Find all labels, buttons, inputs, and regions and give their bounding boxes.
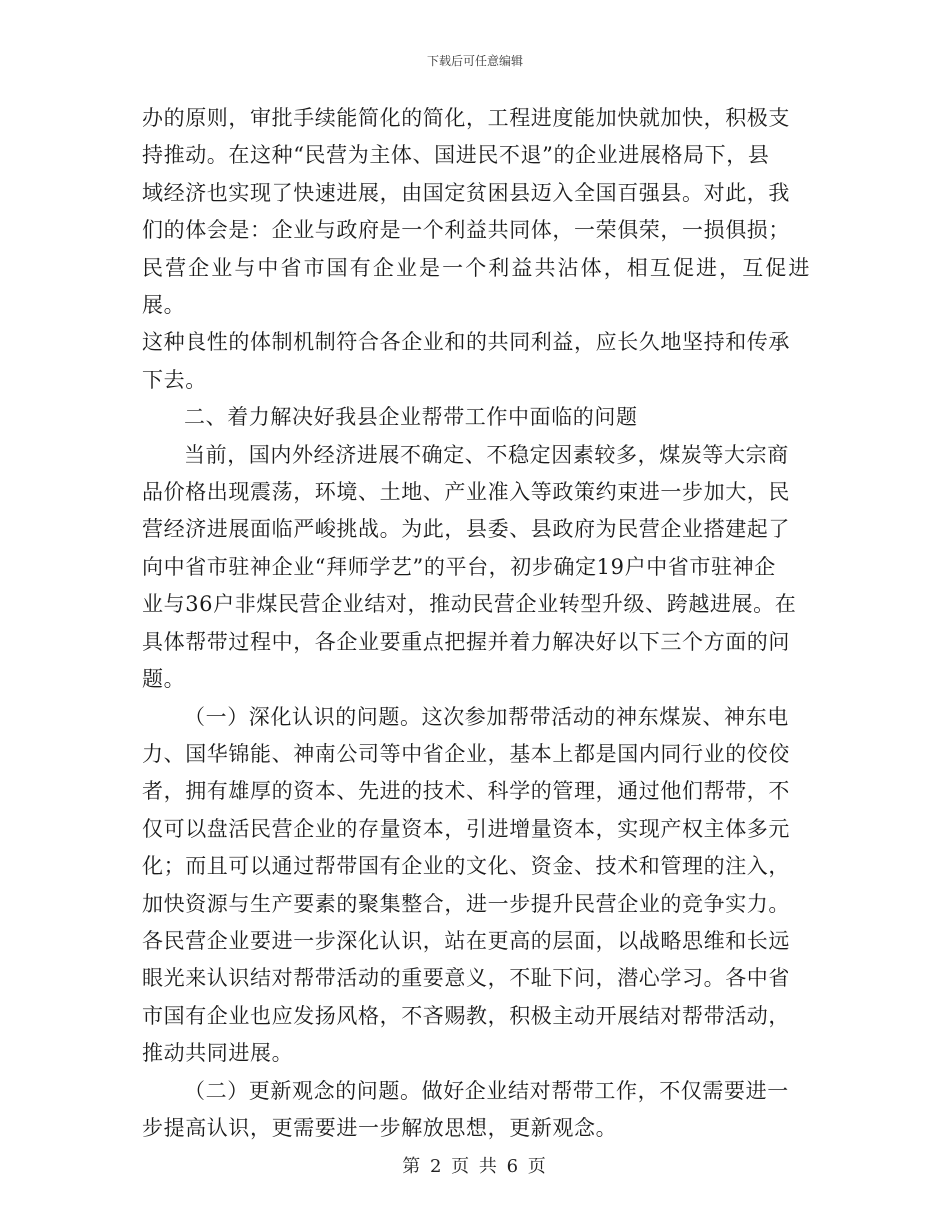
page-header: 下载后可任意编辑 [426, 54, 523, 68]
paragraph-continuation: 办的原则，审批手续能简化的简化，工程进度能加快就加快，积极支 持推动。在这种“民营为主体、国进民不退”的企业进展格局下，县 域经济也实现了快速进展，由国定贫困县迈入全国百强县。对此，我 们的体会是：企业与政府是一个利益共同体，一荣俱荣，一损俱损； 民营企业与中省市国有企业是一个利益共沾体，相互促进，互促进展。 这种良性的体制机制符合各企业和的共同利益，应长久地坚持和传承 下去。 [142, 106, 810, 392]
page-number-footer: 第 2 页 共 6 页 [402, 1156, 548, 1177]
section-heading: 二、着力解决好我县企业帮带工作中面临的问题 [184, 405, 638, 430]
paragraph-update-concepts: （二）更新观念的问题。做好企业结对帮带工作，不仅需要进一 步提高认识，更需要进一步解放思想，更新观念。 [142, 1078, 789, 1140]
document-body [142, 100, 810, 1147]
paragraph-deepen-understanding: （一）深化认识的问题。这次参加帮带活动的神东煤炭、神东电 力、国华锦能、神南公司等中省企业，基本上都是国内同行业的佼佼 者，拥有雄厚的资本、先进的技术、科学的管理，通过他们帮带，不 仅可以盘活民营企业的存量资本，引进增量资本，实现产权主体多元 化；而且可以通过帮带国有企业的文化、资金、技术和管理的注入， 加快资源与生产要素的聚集整合，进一步提升民营企业的竞争实力。 各民营企业要进一步深化认识，站在更高的层面，以战略思维和长远 眼光来认识结对帮带活动的重要意义，不耻下问，潜心学习。各中省 市国有企业也应发扬风格，不吝赐教，积极主动开展结对帮带活动， 推动共同进展。 [142, 704, 790, 1066]
paragraph-current-situation: 当前，国内外经济进展不确定、不稳定因素较多，煤炭等大宗商 品价格出现震荡，环境、土地、产业准入等政策约束进一步加大，民 营经济进展面临严峻挑战。为此，县委、县政府为民营企业搭建起了 向中省市驻神企业“拜师学艺”的平台，初步确定19户中省市驻神企 业与36户非煤民营企业结对，推动民营企业转型升级、跨越进展。在 具体帮带过程中，各企业要重点把握并着力解决好以下三个方面的问 题。 [142, 442, 797, 692]
